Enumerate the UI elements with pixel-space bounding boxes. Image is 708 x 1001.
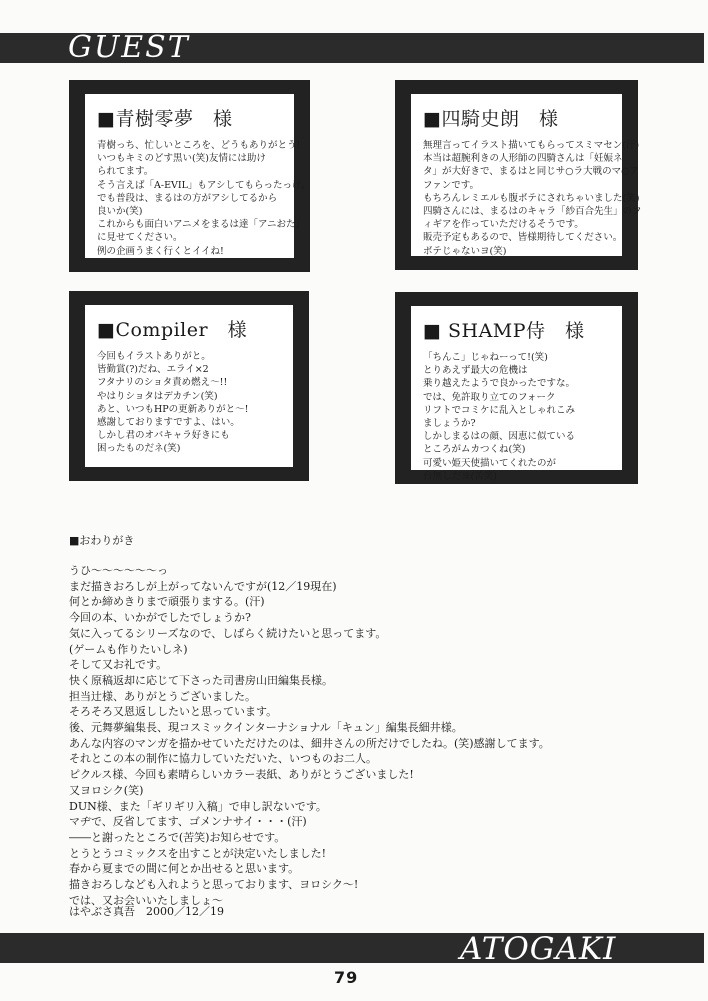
guest-card-message: 青樹っち、忙しいところを、どうもありがとう! いつもキミのどす黒い(笑)友情には助け られてます。 そう言えば「A-EVIL」もアシしてもらったっけ。 でも普段は、まるはの方がアシしてるから 良いか(笑) これからも面白いアニメをまるは達「アニおた」 に見せてください。 例の企画うまく行くとイイね!	[97, 140, 311, 257]
guest-card	[395, 292, 638, 484]
guest-card-message: 無理言ってイラスト描いてもらってスミマセン(汗) 本当は超腕利きの人形師の四騎さんは「妊娠ネ タ」が大好きで、まるはと同じサ○ラ大戦のマ○ア ファンです。 もちろんレミエルも腹ボテにされちゃいました(笑) 四騎さんには、まるはのキャラ「紗百合先生」のフ ィギアを作っていただけるそうです。 販売予定もあるので、皆様期待してください。 ボテじゃないヨ(笑)	[423, 140, 642, 257]
guest-card-heading: ■ SHAMP侍 様	[423, 320, 585, 342]
guest-card	[395, 80, 642, 270]
guest-card	[69, 80, 310, 272]
afterword-text: うひ～～～～～～っ まだ描きおろしが上がってないんですが(12／19現在) 何とか締めきりまで頑張りまする。(汗) 今回の本、いかがでしたでしょうか? 気に入ってるシリーズなので、しばらく続けたいと思ってます。 (ゲームも作りたいしネ) そして又お礼です。 快く原稿返却に応じて下さった司書房山田編集長様。 担当辻様、ありがとうございました。 そろそろ又恩返ししたいと思っています。 後、元舞夢編集長、現コスミックインターナショナル「キュン」編集長細井様。 あんな内容のマンガを描かせていただけたのは、細井さんの所だけでしたね。(笑)感謝してます。 それとこの本の制作に協力していただいた、いつものお二人。 ピクルス様、今回も素晴らしいカラー表紙、ありがとうございました! 又ヨロシク(笑) DUN様、また「ギリギリ入稿」で申し訳ないです。 マヂで、反省してます、ゴメンナサイ・・・(汗) ――と謝ったところで(苦笑)お知らせです。 とうとうコミックスを出すことが決定いたしました! 春から夏までの間に何とか出せると思います。 描きおろしなども入れようと思っております、ヨロシク～! では、又お会いいたしましょ～	[69, 564, 550, 907]
guest-card-heading: ■青樹零夢 様	[97, 108, 233, 130]
guest-card	[69, 291, 309, 481]
guest-card-heading: ■四騎史朗 様	[423, 108, 559, 130]
guest-card-content	[411, 306, 622, 482]
guest-card-message: 「ちんこ」じゃねーって!(笑) とりあえず最大の危機は 乗り越えたようで良かったですな。 では、免許取り立てのフォーク リフトでコミケに乱入としゃれこみ ましょうか? しかしまるはの顔、因恵に似ている ところがムカつくね(笑) 可愛い姫天使描いてくれたのが 台無しだヨ(苦笑)	[423, 352, 576, 482]
guest-card-heading: ■Compiler 様	[97, 319, 248, 341]
afterword-heading: ■おわりがき	[69, 534, 135, 547]
section-title-atogaki: ATOGAKI	[460, 931, 617, 967]
guest-card-content	[85, 94, 311, 258]
guest-card-content	[411, 94, 642, 257]
author-signature: はやぶさ真吾 2000／12／19	[69, 905, 224, 918]
page-number: 79	[334, 968, 359, 987]
guest-card-message: 今回もイラストありがと。 皆勤賞(?)だね、エライ×2 フタナリのショタ責め燃え～!! やはりショタはデカチン(笑) あと、いつもHPの更新ありがと～! 感謝しておりますですよ、はい。 しかし君のオバキャラ好きにも 困ったものだネ(笑)	[97, 351, 249, 455]
guest-card-content	[85, 305, 293, 467]
section-title-guest: GUEST	[68, 30, 190, 65]
